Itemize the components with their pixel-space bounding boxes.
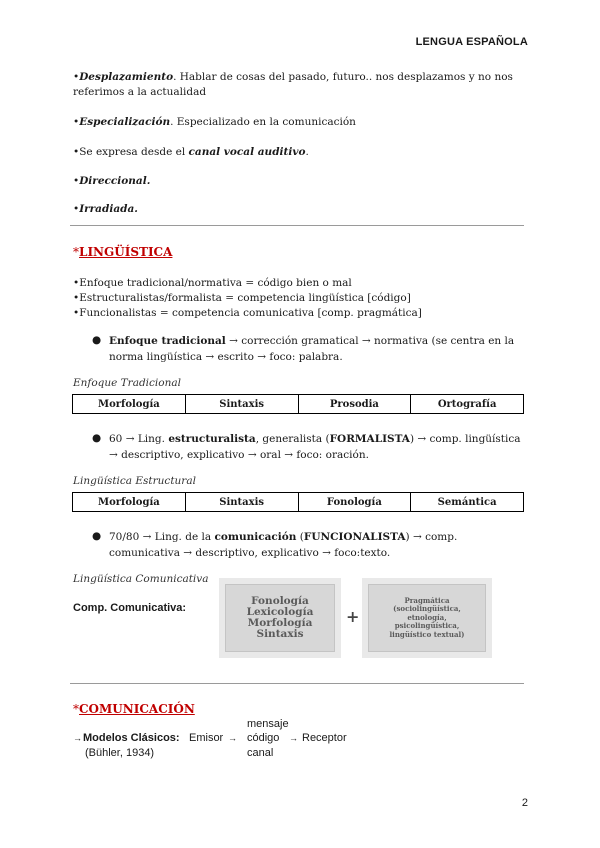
- desplazamiento-paragraph: •Desplazamiento. Hablar de cosas del pasado, futuro.. nos desplazamos y no nos referimos a la actualidad: [73, 71, 513, 98]
- box-line: Morfología: [247, 617, 313, 629]
- table-cell: Sintaxis: [185, 493, 298, 512]
- canal-term: canal vocal auditivo: [188, 146, 306, 158]
- table-cell: Morfología: [73, 493, 186, 512]
- arrow-icon: →: [289, 733, 298, 743]
- table-cell: Sintaxis: [185, 395, 298, 414]
- box-line: Pragmática: [404, 595, 450, 605]
- comp-comunicativa-label: Comp. Comunicativa:: [73, 602, 187, 614]
- receptor-label: Receptor: [302, 732, 347, 744]
- tabla2-caption: Lingüística Estructural: [73, 475, 196, 487]
- direccional-paragraph: •Direccional.: [73, 175, 151, 187]
- codigo-label: código: [247, 732, 280, 744]
- canal-paragraph: •Se expresa desde el canal vocal auditivo.: [73, 146, 309, 158]
- page-number: 2: [521, 797, 528, 809]
- comunicacion-point: 70/80 → Ling. de la comunicación (FUNCIONALISTA) → comp. comunicativa → descriptivo, explicativo → foco:texto.: [109, 531, 458, 559]
- enfoque-tradicional-table: [72, 394, 524, 414]
- bullet-dot: ●: [92, 530, 102, 542]
- irradiada-paragraph: •Irradiada.: [73, 203, 138, 215]
- especializacion-term: Especialización: [79, 116, 171, 128]
- especializacion-text: . Especializado en la comunicación: [170, 116, 356, 128]
- emisor-label: Emisor: [189, 732, 224, 744]
- desplazamiento-text: . Hablar de cosas del pasado, futuro.. nos desplazamos y no nos referimos a la actualidad: [73, 71, 513, 98]
- box-line: Lexicología: [246, 606, 314, 618]
- arrow-icon: →: [73, 733, 82, 743]
- arrow-icon: →: [228, 733, 237, 743]
- header-title: LENGUA ESPAÑOLA: [415, 36, 528, 48]
- bullet-dot: ●: [92, 432, 102, 444]
- box-line: psicolingüística,: [394, 621, 460, 631]
- box-line: (sociolingüística,: [393, 604, 461, 614]
- linguistica-heading: *LINGÜÍSTICA: [73, 245, 173, 259]
- divider-1: [70, 225, 524, 226]
- direccional-term: Direccional: [79, 175, 147, 187]
- canal-prefix: Se expresa desde el: [79, 146, 189, 158]
- linguistica-line-2: •Estructuralistas/formalista = competencia lingüística [código]: [73, 292, 411, 304]
- linguistica-line-1: •Enfoque tradicional/normativa = código bien o mal: [73, 277, 352, 289]
- modelos-clasicos-label: Modelos Clásicos:: [83, 732, 180, 744]
- box-line: lingüístico textual): [389, 629, 465, 639]
- comunicativa-caption: Lingüística Comunicativa: [73, 573, 209, 585]
- divider-2: [70, 683, 524, 684]
- competencia-pragmatica-box: [362, 578, 492, 658]
- enfoque-tradicional-point: Enfoque tradicional → corrección gramatical → normativa (se centra en la norma lingüística → escrito → foco: palabra.: [109, 335, 515, 363]
- buhler-reference: (Bühler, 1934): [85, 747, 155, 759]
- box-line: Fonología: [251, 595, 309, 607]
- desplazamiento-term: Desplazamiento: [79, 71, 174, 83]
- table-cell: Prosodia: [298, 395, 411, 414]
- tabla1-caption: Enfoque Tradicional: [73, 377, 181, 389]
- irradiada-term: Irradiada: [79, 203, 135, 215]
- bullet-dot: ●: [92, 334, 102, 346]
- linguistica-estructural-table: [72, 492, 524, 512]
- table-cell: Ortografía: [411, 395, 524, 414]
- linguistica-line-3: •Funcionalistas = competencia comunicativa [comp. pragmática]: [73, 307, 422, 319]
- box-line: Sintaxis: [256, 628, 304, 640]
- plus-sign: +: [346, 607, 360, 626]
- box-line: etnología,: [407, 612, 447, 622]
- canal-label: canal: [247, 747, 274, 759]
- especializacion-paragraph: •Especialización. Especializado en la comunicación: [73, 116, 356, 128]
- mensaje-label: mensaje: [247, 718, 289, 730]
- table-cell: Morfología: [73, 395, 186, 414]
- comunicacion-heading: *COMUNICACIÓN: [73, 702, 195, 716]
- table-cell: Fonología: [298, 493, 411, 512]
- competencia-linguistica-box: [219, 578, 341, 658]
- estructural-point: 60 → Ling. estructuralista, generalista (FORMALISTA) → comp. lingüística → descriptivo, explicativo → oral → foco: oración.: [109, 433, 521, 461]
- table-cell: Semántica: [411, 493, 524, 512]
